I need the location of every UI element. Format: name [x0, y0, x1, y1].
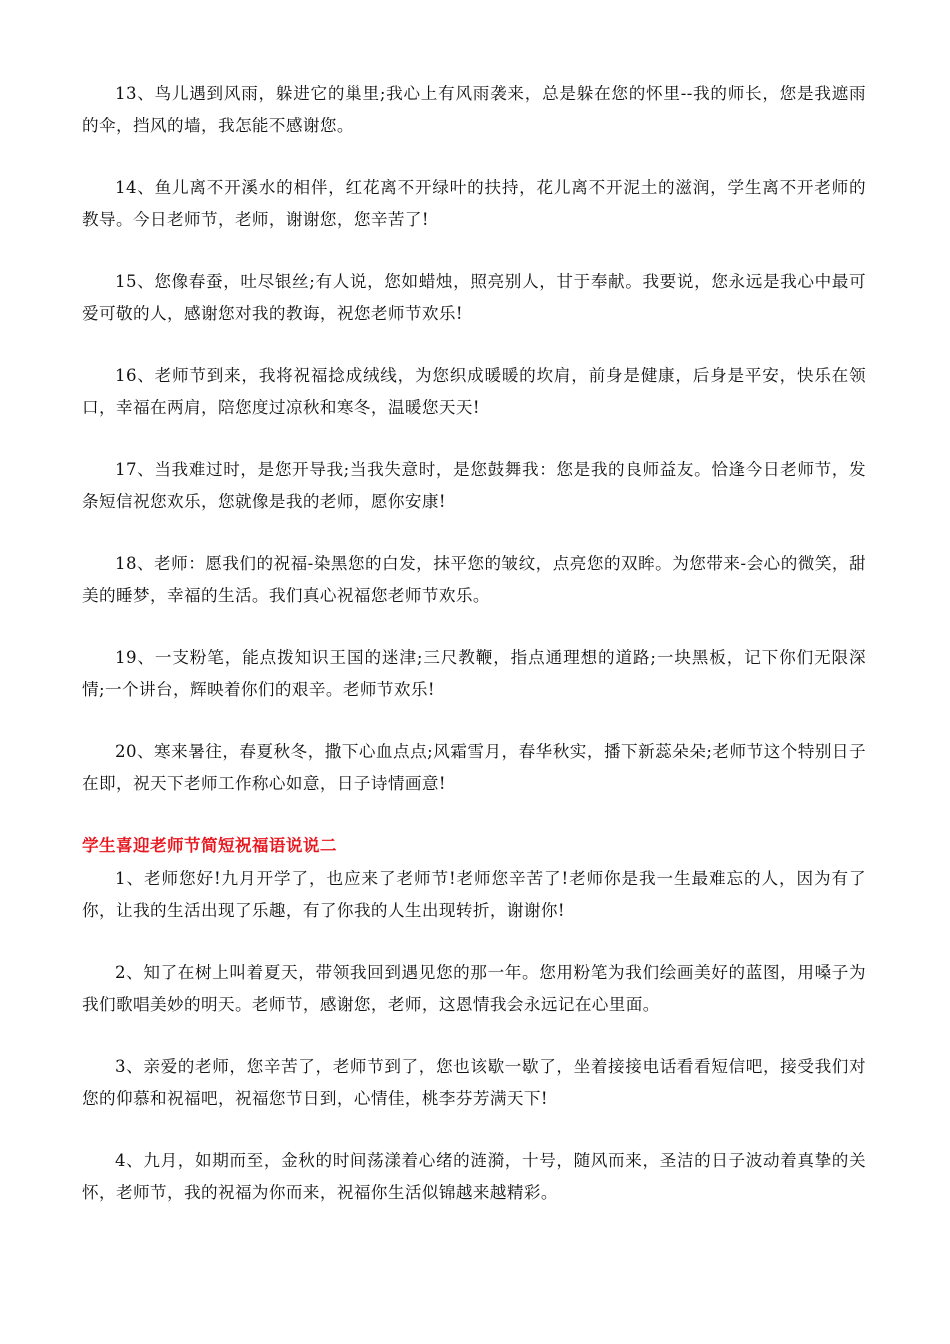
paragraph-19: 19、一支粉笔，能点拨知识王国的迷津;三尺教鞭，指点通理想的道路;一块黑板，记下你们无限深情;一个讲台，辉映着你们的艰辛。老师节欢乐!	[82, 648, 866, 699]
paragraph-14: 14、鱼儿离不开溪水的相伴，红花离不开绿叶的扶持，花儿离不开泥土的滋润，学生离不开老师的教导。今日老师节，老师，谢谢您，您辛苦了!	[82, 178, 866, 229]
paragraph-16: 16、老师节到来，我将祝福捻成绒线，为您织成暖暖的坎肩，前身是健康，后身是平安，快乐在领口，幸福在两肩，陪您度过凉秋和寒冬，温暖您天天!	[82, 366, 866, 417]
paragraph-18: 18、老师：愿我们的祝福-染黑您的白发，抹平您的皱纹，点亮您的双眸。为您带来-会心的微笑，甜美的睡梦，幸福的生活。我们真心祝福您老师节欢乐。	[82, 554, 866, 605]
document-page	[82, 78, 866, 1239]
paragraph-2-2: 2、知了在树上叫着夏天，带领我回到遇见您的那一年。您用粉笔为我们绘画美好的蓝图，用嗓子为我们歌唱美妙的明天。老师节，感谢您，老师，这恩情我会永远记在心里面。	[82, 963, 866, 1014]
paragraph-2-3: 3、亲爱的老师，您辛苦了，老师节到了，您也该歇一歇了，坐着接接电话看看短信吧，接受我们对您的仰慕和祝福吧，祝福您节日到，心情佳，桃李芬芳满天下!	[82, 1057, 866, 1108]
paragraph-15: 15、您像春蚕，吐尽银丝;有人说，您如蜡烛，照亮别人，甘于奉献。我要说，您永远是我心中最可爱可敬的人，感谢您对我的教诲，祝您老师节欢乐!	[82, 272, 866, 323]
section-heading: 学生喜迎老师节简短祝福语说说二	[82, 836, 337, 855]
paragraph-2-1: 1、老师您好!九月开学了，也应来了老师节!老师您辛苦了!老师你是我一生最难忘的人，因为有了你，让我的生活出现了乐趣，有了你我的人生出现转折，谢谢你!	[82, 869, 866, 920]
paragraph-13: 13、鸟儿遇到风雨，躲进它的巢里;我心上有风雨袭来，总是躲在您的怀里--我的师长，您是我遮雨的伞，挡风的墙，我怎能不感谢您。	[82, 84, 866, 135]
paragraph-17: 17、当我难过时，是您开导我;当我失意时，是您鼓舞我：您是我的良师益友。恰逢今日老师节，发条短信祝您欢乐，您就像是我的老师，愿你安康!	[82, 460, 866, 511]
paragraph-2-4: 4、九月，如期而至，金秋的时间荡漾着心绪的涟漪，十号，随风而来，圣洁的日子波动着真挚的关怀，老师节，我的祝福为你而来，祝福你生活似锦越来越精彩。	[82, 1151, 866, 1202]
paragraph-20: 20、寒来暑往，春夏秋冬，撒下心血点点;风霜雪月，春华秋实，播下新蕊朵朵;老师节这个特别日子在即，祝天下老师工作称心如意，日子诗情画意!	[82, 742, 866, 793]
